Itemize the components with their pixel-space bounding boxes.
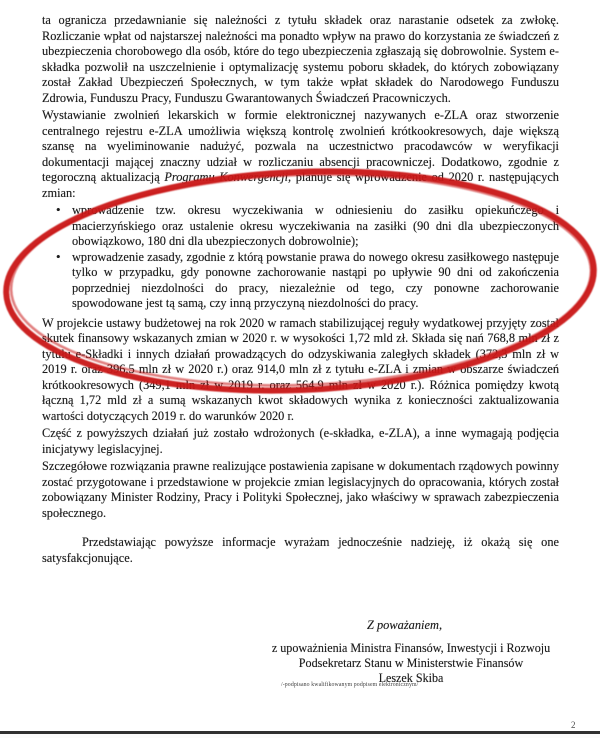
paragraph-text: Przedstawiając powyższe informacje wyrażam jednocześnie nadzieję, iż okażą się one satysfakcjonujące.	[42, 535, 559, 565]
scan-background	[0, 734, 600, 738]
bullet-text: wprowadzenie zasady, zgodnie z którą powstanie prawa do nowego okresu zasiłkowego następuje tylko w przypadku, gdy ponowne zachorowanie nastąpi po upływie 90 dni od zakończenia poprzedniej niezdolności do pracy, niezależnie od tego, czy ponowne zachorowanie spowodowane jest tą samą, czy inną przyczyną niezdolności do pracy.	[72, 249, 559, 310]
paragraph-budget	[42, 316, 559, 425]
signature-electronic-note: /-podpisano kwalifikowanym podpisem elektronicznym/	[281, 682, 419, 688]
letter-body	[42, 13, 559, 571]
list-item-waiting-period	[72, 203, 559, 250]
paragraph-text: Wystawianie zwolnień lekarskich w formie elektronicznej nazywanych e-ZLA oraz stworzenie centralnego rejestru e-ZLA umożliwia większą kontrolę zwolnień krótkookresowych, daje większą szansę na wyeliminowanie nadużyć, pozwala na uczestnictwo pracodawców w weryfikacji dokumentacji mającej znaczny udział w rozliczaniu absencji pracowniczej. Dodatkowo, zgodnie z tegoroczną aktualizacją	[42, 108, 559, 184]
paragraph-implemented	[42, 426, 559, 457]
signature-title: Podsekretarz Stanu w Ministerstwie Finansów	[298, 656, 524, 671]
paragraph-closing	[42, 535, 559, 566]
signature-closing: Z poważaniem,	[367, 618, 443, 632]
paragraph-legal-solutions	[42, 459, 559, 521]
list-item-new-benefit-period	[72, 250, 559, 312]
paragraph-text: ta ogranicza przedawnianie się należności z tytułu składek oraz narastanie odsetek za zwłokę. Rozliczanie wpłat od najstarszej należności ma ponadto wpływ na prawo do korzystania ze świadczeń z ubezpieczenia chorobowego dla osób, które do tego ubezpieczenia zgłaszają się dobrowolnie. System e-składka pozwolił na uszczelnienie i optymalizację systemu poboru składek, do których zobowiązany został Zakład Ubezpieczeń Społecznych, w tym także wpłat składek do Narodowego Funduszu Zdrowia, Funduszu Pracy, Funduszu Gwarantowanych Świadczeń Pracowniczych.	[42, 13, 559, 105]
signature-name: Leszek Skiba	[378, 671, 444, 686]
paragraph-text: planuje się wprowadzenie od 2020 r. następujących zmian:	[42, 170, 559, 200]
bullet-text: wprowadzenie tzw. okresu wyczekiwania w odniesieniu do zasiłku opiekuńczego i macierzyńskiego oraz ustalenie okresu wyczekiwania na zasiłki (90 dni dla ubezpieczonych obowiązkowo, 180 dni dla ubezpieczonych dobrowolnie);	[72, 203, 559, 248]
signature-authorization: z upoważnienia Ministra Finansów, Inwestycji i Rozwoju	[271, 641, 551, 655]
paragraph-skladki	[42, 13, 559, 106]
changes-bullet-list	[42, 203, 559, 312]
paragraph-text: Część z powyższych działań już zostało wdrożonych (e-składka, e-ZLA), a inne wymagają podjęcia inicjatywy legislacyjnej.	[42, 426, 559, 456]
paragraph-text: Szczegółowe rozwiązania prawne realizujące postawienia zapisane w dokumentach rządowych powinny zostać przygotowane i przedstawione w projekcie zmian legislacyjnych do opracowania, których został zobowiązany Minister Rodziny, Pracy i Polityki Społecznej, jako właściwy w sprawach zabezpieczenia społecznego.	[42, 459, 559, 520]
paragraph-ezla	[42, 108, 559, 201]
signature-block	[270, 641, 552, 687]
paragraph-text: W projekcie ustawy budżetowej na rok 2020 w ramach stabilizującej reguły wydatkowej przyjęty został skutek finansowy wskazanych zmian w 2020 r. w wysokości 1,72 mld zł. Składa się nań 768,8 mln zł z tytułu e-Składki i innych działań prowadzących do odzyskiwania zaległych składek (372,3 mln zł w 2019 r. oraz 396,5 mln zł w 2020 r.) oraz 914,0 mln zł z tytułu e-ZLA i zmian w obszarze świadczeń krótkookresowych (349,1 mln zł w 2019 r. oraz 564,9 mln zł w 2020 r.). Różnica pomiędzy kwotą łączną 1,72 mld zł a sumą wskazanych kwot składowych wynika z konieczności zaktualizowania wartości dotyczących 2019 r. do warunków 2020 r.	[42, 315, 559, 423]
italic-program-konwergencji: Programu Konwergencji,	[164, 170, 292, 184]
page-number: 2	[571, 720, 576, 730]
